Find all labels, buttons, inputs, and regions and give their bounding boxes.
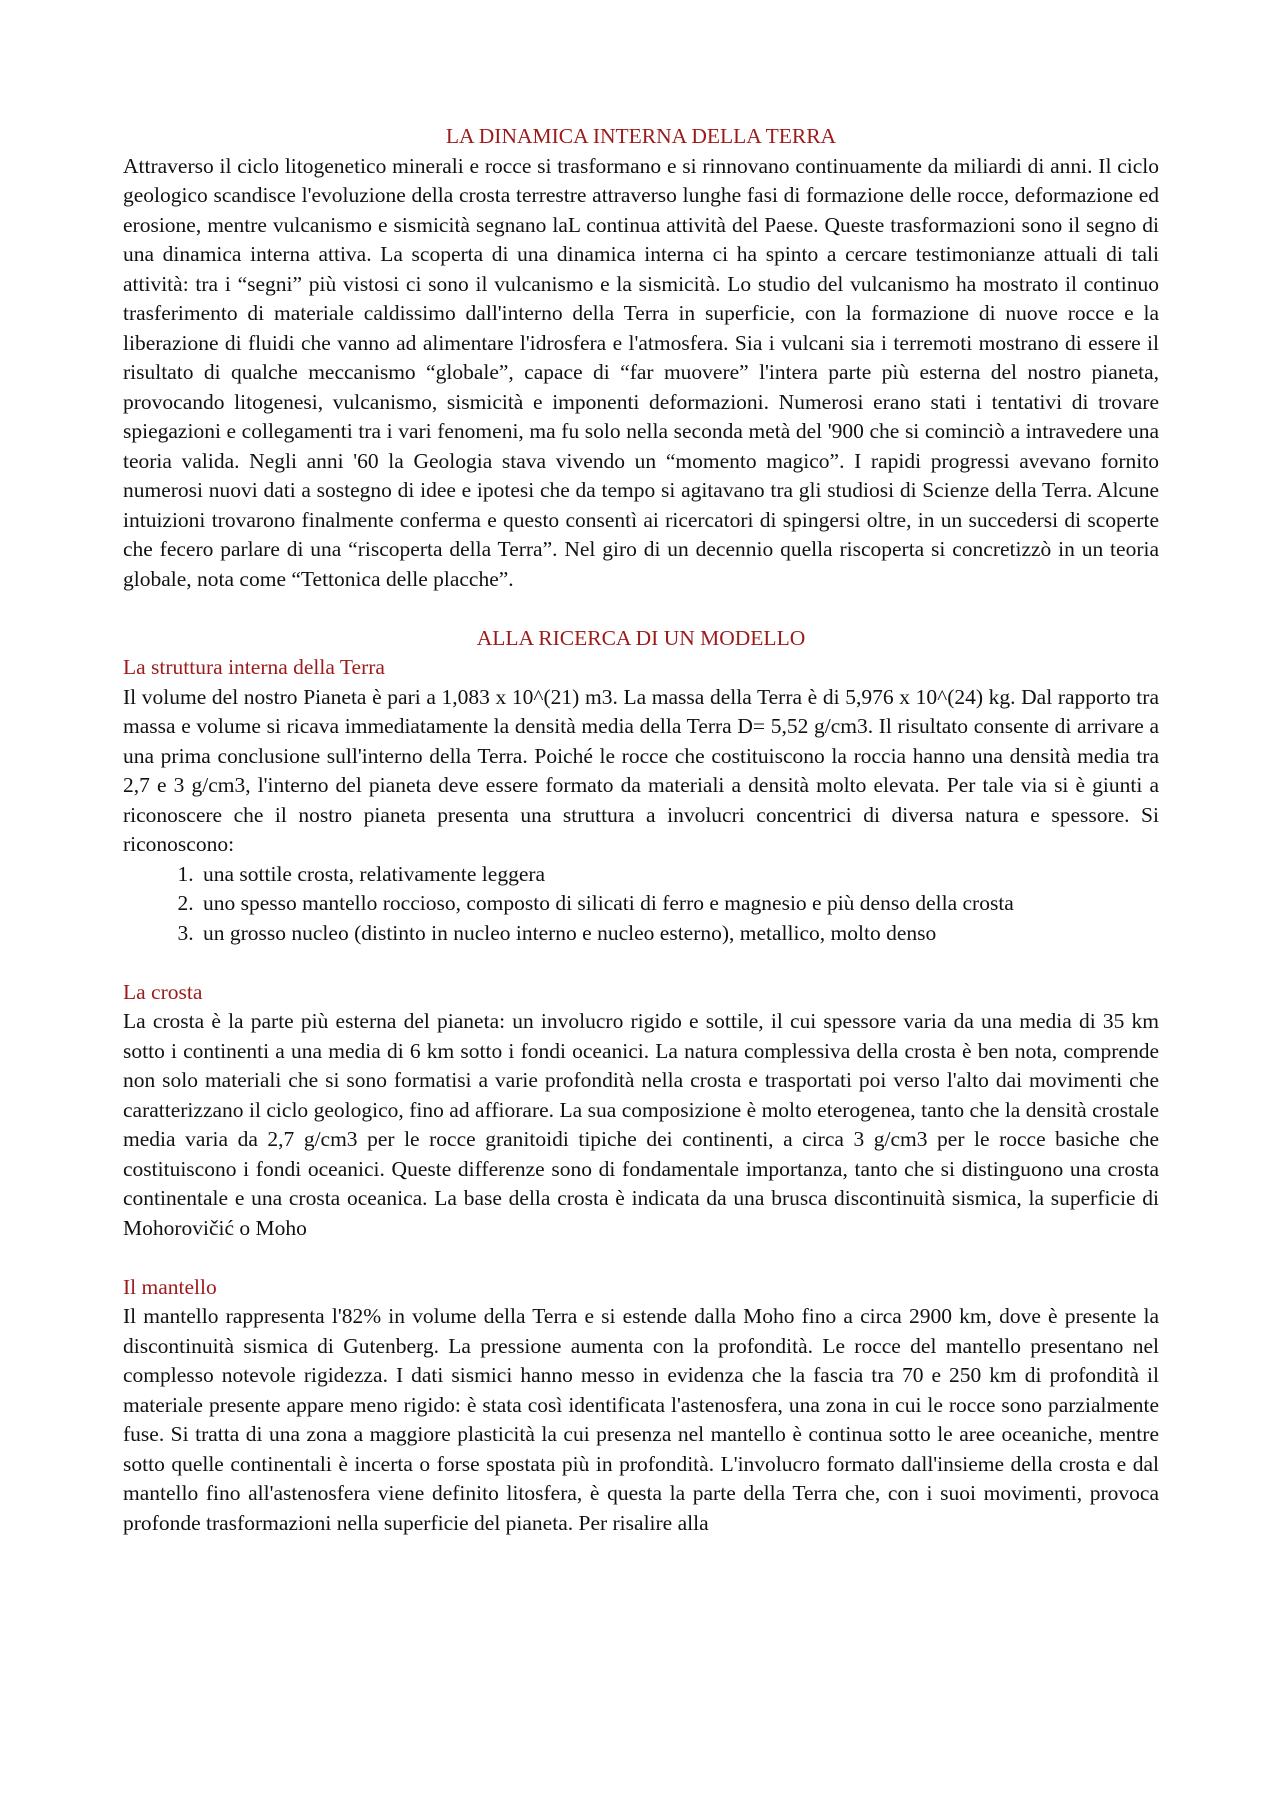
list-item: 3. un grosso nucleo (distinto in nucleo interno e nucleo esterno), metallico, molto denso — [199, 919, 1159, 949]
spacer — [123, 1243, 1159, 1273]
crust-paragraph: La crosta è la parte più esterna del pianeta: un involucro rigido e sottile, il cui spessore varia da una media di 35 km sotto i continenti a una media di 6 km sotto i fondi oceanici. La natura complessiva della crosta è ben nota, comprende non solo materiali che si sono formatisi a varie profondità nella crosta e trasportati poi verso l'alto dai movimenti che caratterizzano il ciclo geologico, fino ad affiorare. La sua composizione è molto eterogenea, tanto che la densità crostale media varia da 2,7 g/cm3 per le rocce granitoidi tipiche dei continenti, a circa 3 g/cm3 per le rocce basiche che costituiscono i fondi oceanici. Queste differenze sono di fondamentale importanza, tanto che si distinguono una crosta continentale e una crosta oceanica. La base della crosta è indicata da una brusca discontinuità sismica, la superficie di Mohorovičić o Moho — [123, 1009, 1159, 1240]
subheading-mantello: Il mantello — [123, 1274, 217, 1299]
structure-paragraph: Il volume del nostro Pianeta è pari a 1,083 x 10^(21) m3. La massa della Terra è di 5,976 x 10^(24) kg. Dal rapporto tra massa e volume si ricava immediatamente la densità media della Terra D= 5,52 g/cm3. Il risultato consente di arrivare a una prima conclusione sull'interno della Terra. Poiché le rocce che costituiscono la roccia hanno una densità media tra 2,7 e 3 g/cm3, l'interno del pianeta deve essere formato da materiali a densità molto elevata. Per tale via si è giunti a riconoscere che il nostro pianeta presenta una struttura a involucri concentrici di diversa natura e spessore. Si riconoscono: — [123, 684, 1159, 856]
mantle-paragraph: Il mantello rappresenta l'82% in volume della Terra e si estende dalla Moho fino a circa 2900 km, dove è presente la discontinuità sismica di Gutenberg. La pressione aumenta con la profondità. Le rocce del mantello presentano nel complesso notevole rigidezza. I dati sismici hanno messo in evidenza che la fascia tra 70 e 250 km di profondità il materiale presente appare meno rigido: è stata così identificata l'astenosfera, una zona in cui le rocce sono parzialmente fuse. Si tratta di una zona a maggiore plasticità la cui presenza nel mantello è continua sotto le aree oceaniche, mentre sotto quelle continentali è incerta o forse spostata più in profondità. L'involucro formato dall'insieme della crosta e dal mantello fino all'astenosfera viene definito litosfera, è questa la parte della Terra che, con i suoi movimenti, provoca profonde trasformazioni nella superficie del pianeta. Per risalire alla — [123, 1304, 1159, 1535]
section-title-modello: ALLA RICERCA DI UN MODELLO — [476, 625, 806, 650]
subheading-struttura: La struttura interna della Terra — [123, 655, 385, 679]
subheading-crosta: La crosta — [123, 979, 203, 1004]
spacer — [123, 594, 1159, 624]
main-title: LA DINAMICA INTERNA DELLA TERRA — [445, 124, 837, 148]
intro-paragraph: Attraverso il ciclo litogenetico minerali e rocce si trasformano e si rinnovano continuamente da miliardi di anni. Il ciclo geologico scandisce l'evoluzione della crosta terrestre attraverso lunghe fasi di formazione delle rocce, deformazione ed erosione, mentre vulcanismo e sismicità segnano laL continua attività del Paese. Queste trasformazioni sono il segno di una dinamica interna attiva. La scoperta di una dinamica interna ci ha spinto a cercare testimonianze attuali di tali attività: tra i “segni” più vistosi ci sono il vulcanismo e la sismicità. Lo studio del vulcanismo ha mostrato il continuo trasferimento di materiale caldissimo dall'interno della Terra in superficie, con la formazione di nuove rocce e la liberazione di fluidi che vanno ad alimentare l'idrosfera e l'atmosfera. Sia i vulcani sia i terremoti mostrano di essere il risultato di qualche meccanismo “globale”, capace di “far muovere” l'intera parte più esterna del nostro pianeta, provocando litogenesi, vulcanismo, sismicità e imponenti deformazioni. Numerosi erano stati i tentativi di trovare spiegazioni e collegamenti tra i vari fenomeni, ma fu solo nella seconda metà del '900 che si cominciò a intravedere una teoria valida. Negli anni '60 la Geologia stava vivendo un “momento magico”. I rapidi progressi avevano fornito numerosi nuovi dati a sostegno di idee e ipotesi che da tempo si agitavano tra gli studiosi di Scienze della Terra. Alcune intuizioni trovarono finalmente conferma e questo consentì ai ricercatori di spingersi oltre, in un succedersi di scoperte che fecero parlare di una “riscoperta della Terra”. Nel giro di un decennio quella riscoperta si concretizzò in un teoria globale, nota come “Tettonica delle placche”. — [123, 153, 1159, 591]
list-item: 1. una sottile crosta, relativamente leggera — [199, 860, 1159, 890]
layers-list — [123, 860, 1159, 949]
spacer — [123, 948, 1159, 978]
list-item: 2. uno spesso mantello roccioso, composto di silicati di ferro e magnesio e più denso della crosta — [199, 889, 1159, 919]
document-page — [123, 122, 1159, 1538]
